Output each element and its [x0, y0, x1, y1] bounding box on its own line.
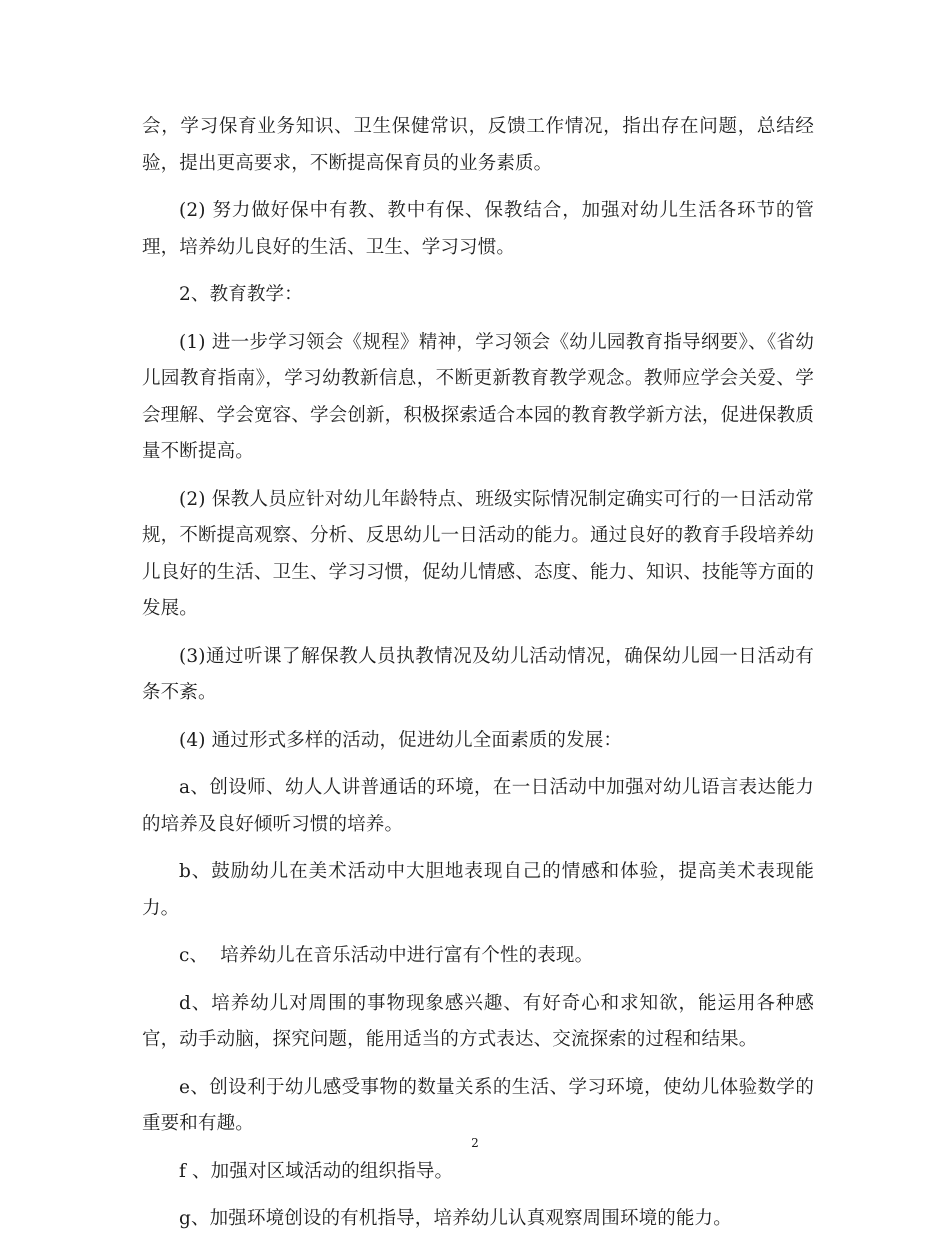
paragraph-lesson-observation: (3)通过听课了解保教人员执教情况及幼儿活动情况，确保幼儿园一日活动有条不紊。 — [142, 645, 814, 703]
list-item-f: f 、加强对区域活动的组织指导。 — [179, 1160, 454, 1182]
list-item-d: d、培养幼儿对周围的事物现象感兴趣、有好奇心和求知欲，能运用各种感官，动手动脑，探究问题，能用适当的方式表达、交流探索的过程和结果。 — [142, 992, 814, 1050]
list-item-e: e、创设利于幼儿感受事物的数量关系的生活、学习环境，使幼儿体验数学的重要和有趣。 — [142, 1076, 814, 1134]
paragraph-study-regulations: (1) 进一步学习领会《规程》精神，学习领会《幼儿园教育指导纲要》、《省幼儿园教育指南》，学习幼教新信息，不断更新教育教学观念。教师应学会关爱、学会理解、学会宽容、学会创新，积极探索适合本园的教育教学新方法，促进保教质量不断提高。 — [142, 331, 814, 462]
list-item-c: c、 培养幼儿在音乐活动中进行富有个性的表现。 — [179, 945, 594, 966]
body-text — [142, 109, 814, 1249]
paragraph-care-education-combination: (2) 努力做好保中有教、教中有保、保教结合，加强对幼儿生活各环节的管理，培养幼儿良好的生活、卫生、学习习惯。 — [142, 200, 814, 258]
paragraph-continuation: 会，学习保育业务知识、卫生保健常识，反馈工作情况，指出存在问题，总结经验，提出更高要求，不断提高保育员的业务素质。 — [142, 116, 814, 174]
section-heading-education-teaching: 2、教育教学： — [179, 284, 303, 305]
paragraph-diverse-activities: (4) 通过形式多样的活动，促进幼儿全面素质的发展： — [179, 729, 622, 751]
paragraph-daily-routine: (2) 保教人员应针对幼儿年龄特点、班级实际情况制定确实可行的一日活动常规，不断提高观察、分析、反思幼儿一日活动的能力。通过良好的教育手段培养幼儿良好的生活、卫生、学习习惯，促幼儿情感、态度、能力、知识、技能等方面的发展。 — [142, 488, 814, 619]
list-item-g: g、加强环境创设的有机指导，培养幼儿认真观察周围环境的能力。 — [179, 1208, 732, 1229]
list-item-b: b、鼓励幼儿在美术活动中大胆地表现自己的情感和体验，提高美术表现能力。 — [142, 861, 814, 919]
page-number: 2 — [471, 1136, 479, 1150]
list-item-a: a、创设师、幼人人讲普通话的环境，在一日活动中加强对幼儿语言表达能力的培养及良好倾听习惯的培养。 — [142, 777, 814, 835]
